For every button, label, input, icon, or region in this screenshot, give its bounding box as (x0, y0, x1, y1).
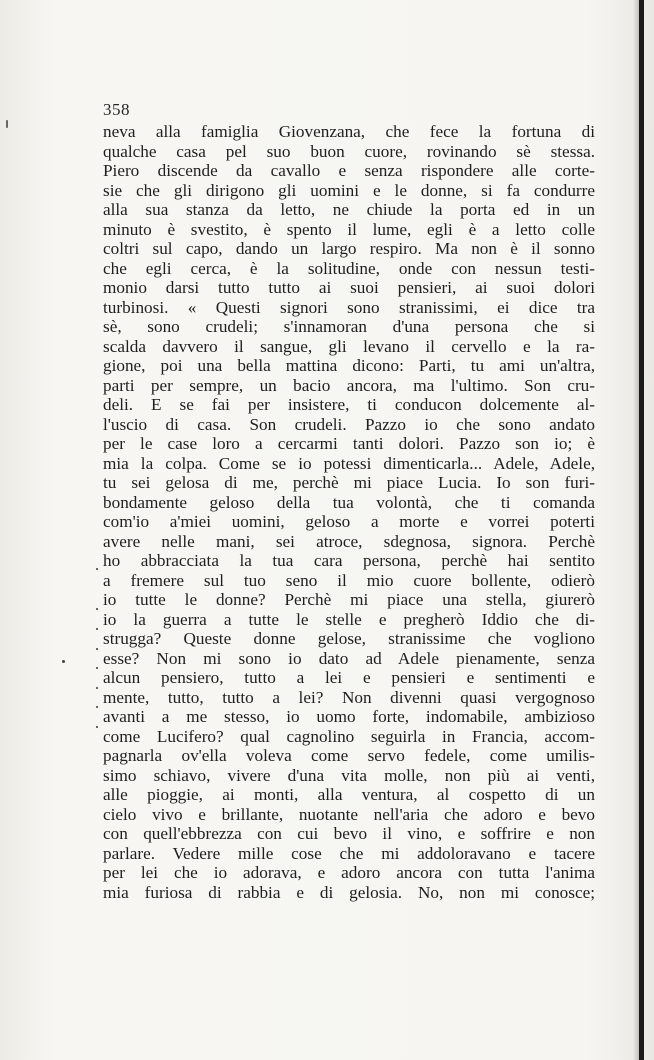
text-line: parti per sempre, un bacio ancora, ma l'ultimo. Son cru- (103, 375, 595, 395)
text-line: per lei che io adorava, e adoro ancora con tutta l'anima (103, 863, 595, 882)
text-line: strugga? Queste donne gelose, stranissime che vogliono (103, 629, 595, 648)
text-line: per le case loro a cercarmi tanti dolori. Pazzo son io; è (103, 434, 595, 453)
binding-edge (639, 0, 644, 1060)
text-line: che egli cerca, è la solitudine, onde con nessun testi- (103, 258, 595, 278)
text-line: neva alla famiglia Giovenzana, che fece la fortuna di (103, 122, 595, 141)
text-line: parlare. Vedere mille cose che mi addoloravano e tacere (103, 843, 595, 863)
text-line: pagnarla ov'ella voleva come servo fedele, come umilis- (103, 746, 595, 765)
text-line: qualche casa pel suo buon cuore, rovinando sè stessa. (103, 141, 595, 161)
text-line: minuto è svestito, è spento il lume, egli è a letto colle (103, 219, 595, 239)
margin-dot (96, 667, 98, 669)
text-line: scalda davvero il sangue, gli levano il cervello e la ra- (103, 336, 595, 356)
text-line: com'io a'miei uomini, geloso a morte e vorrei poterti (103, 512, 595, 531)
text-line: come Lucifero? qual cagnolino seguirla in Francia, accom- (103, 726, 595, 746)
text-line: coltri sul capo, dando un largo respiro. Ma non è il sonno (103, 239, 595, 258)
text-line: esse? Non mi sono io dato ad Adele pienamente, senza (103, 648, 595, 668)
text-line: mia la colpa. Come se io potessi dimenticarla... Adele, Adele, (103, 453, 595, 473)
margin-dot (96, 687, 98, 689)
page-number: 358 (103, 100, 130, 119)
body-text (103, 122, 595, 902)
text-line: cielo vivo e brillante, nuotante nell'aria che adoro e bevo (103, 804, 595, 824)
margin-dot (96, 648, 98, 650)
text-line: avanti a me stesso, io uomo forte, indomabile, ambizioso (103, 707, 595, 726)
text-line: mente, tutto, tutto a lei? Non divenni quasi vergognoso (103, 687, 595, 707)
text-line: simo schiavo, vivere d'una vita molle, non più ai venti, (103, 765, 595, 785)
margin-dot (96, 568, 98, 570)
text-line: sè, sono crudeli; s'innamoran d'una persona che si (103, 317, 595, 336)
margin-dot (96, 726, 98, 728)
text-line: alla sua stanza da letto, ne chiude la porta ed in un (103, 200, 595, 219)
margin-marks (91, 0, 101, 1060)
text-line: monio darsi tutto tutto ai suoi pensieri, ai suoi dolori (103, 278, 595, 297)
text-line: io la guerra a tutte le stelle e pregherò Iddio che di- (103, 609, 595, 629)
text-line: gione, poi una bella mattina dicono: Parti, tu ami un'altra, (103, 356, 595, 375)
text-line: l'uscio di casa. Son crudeli. Pazzo io che sono andato (103, 414, 595, 434)
text-line: ho abbracciata la tua cara persona, perchè hai sentito (103, 551, 595, 570)
text-line: sie che gli dirigono gli uomini e le donne, si fa condurre (103, 180, 595, 200)
text-line: alle pioggie, ai monti, alla ventura, al cospetto di un (103, 785, 595, 804)
text-line: deli. E se fai per insistere, ti conducon dolcemente al- (103, 395, 595, 414)
text-line: io tutte le donne? Perchè mi piace una stella, giurerò (103, 590, 595, 609)
text-line: a fremere sul tuo seno il mio cuore bollente, odierò (103, 570, 595, 590)
paper-speck (6, 120, 8, 128)
text-line: mia furiosa di rabbia e di gelosia. No, non mi conosce; (103, 882, 595, 902)
text-line: Piero discende da cavallo e senza rispondere alle corte- (103, 161, 595, 180)
margin-dot (96, 706, 98, 708)
margin-dot (96, 628, 98, 630)
text-line: turbinosi. « Questi signori sono stranissimi, ei dice tra (103, 297, 595, 317)
text-line: con quell'ebbrezza con cui bevo il vino, e soffrire e non (103, 824, 595, 843)
margin-dot (96, 608, 98, 610)
text-line: avere nelle mani, sei atroce, sdegnosa, signora. Perchè (103, 531, 595, 551)
text-line: bondamente geloso della tua volontà, che ti comanda (103, 492, 595, 512)
text-line: tu sei gelosa di me, perchè mi piace Lucia. Io son furi- (103, 473, 595, 492)
text-line: alcun pensiero, tutto a lei e pensieri e sentimenti e (103, 668, 595, 687)
paper-speck (62, 660, 65, 663)
